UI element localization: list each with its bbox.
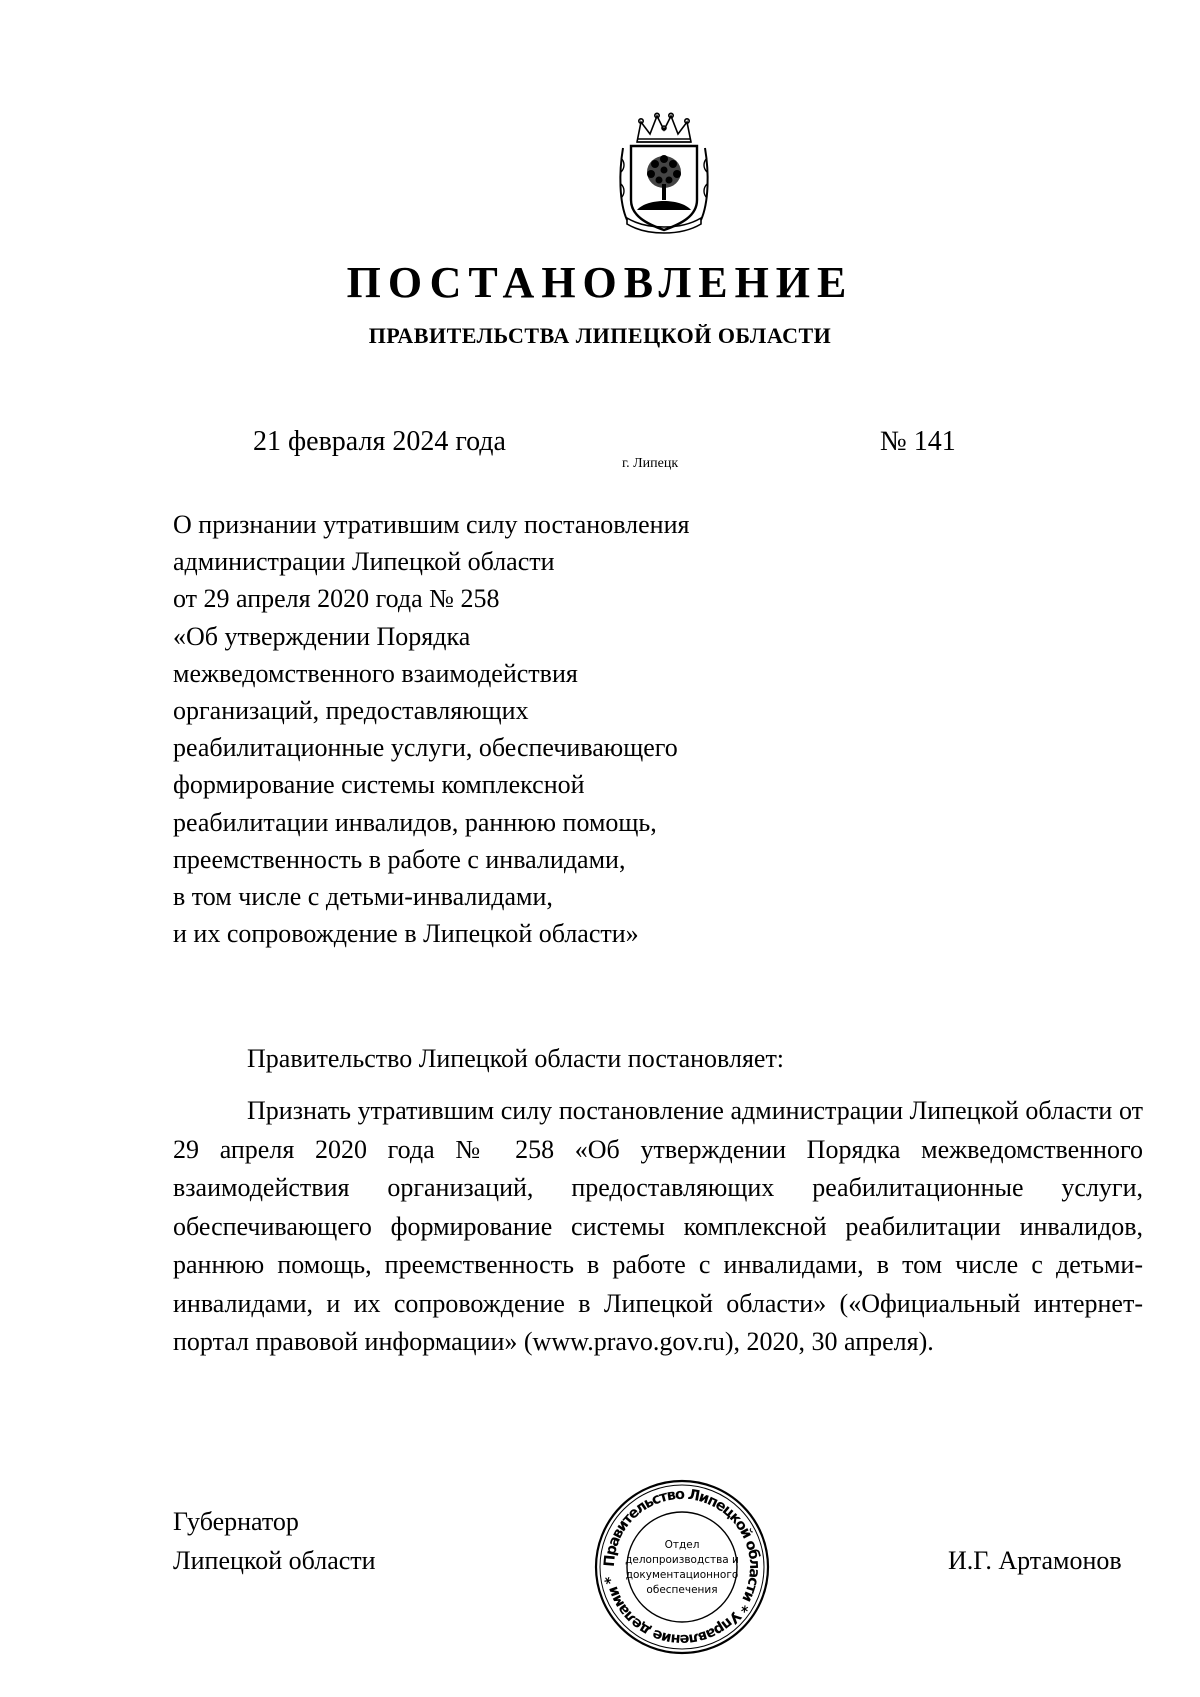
intro-paragraph: Правительство Липецкой области постановляет: [247,1044,785,1073]
heading-line: реабилитации инвалидов, раннюю помощь, [173,807,657,837]
document-city: г. Липецк [622,456,679,471]
heading-line: межведомственного взаимодействия [173,658,578,688]
heading-line: «Об утверждении Порядка [173,621,471,651]
signatory-title-line: Липецкой области [173,1546,376,1575]
signatory-title-line: Губернатор [173,1507,299,1536]
heading-line: О признании утратившим силу постановления [173,510,690,539]
issuing-authority: ПРАВИТЕЛЬСТВА ЛИПЕЦКОЙ ОБЛАСТИ [368,323,832,348]
svg-text:Правительство Липецкой области [602,1487,762,1647]
signatory-name: И.Г. Артамонов [948,1546,1122,1575]
document-number: № 141 [880,426,956,457]
document-title: ПОСТАНОВЛЕНИЕ [346,258,854,307]
coat-of-arms-emblem [617,112,711,236]
official-stamp [592,1477,772,1657]
heading-line: формирование системы комплексной [173,770,585,800]
stamp-center-line: обеспечения [646,1584,718,1596]
heading-line: от 29 апреля 2020 года № 258 [173,584,500,614]
document-date: 21 февраля 2024 года [253,426,506,457]
stamp-center-line: Отдел [664,1539,700,1551]
body-paragraph: Признать утратившим силу постановление администрации Липецкой области от 29 апреля 2020 года № 258 «Об утверждении Порядка межведомственного взаимодействия организаций, предоставляющих реабилитационные услуги, обеспечивающего формирование системы комплексной реабилитации инвалидов, раннюю помощь, преемственность в работе с инвалидами, в том числе с детьми-инвалидами, и их сопровождение в Липецкой области» («Официальный интернет-портал правовой информации» (www.pravo.gov.ru), 2020, 30 апреля). [173,1096,1143,1356]
heading-line: организаций, предоставляющих [173,696,529,726]
heading-line: администрации Липецкой области [173,547,555,577]
heading-line: в том числе с детьми-инвалидами, [173,882,553,912]
signatory-title [173,1502,376,1580]
stamp-center-line: документационного [625,1569,739,1581]
heading-line: реабилитационные услуги, обеспечивающего [173,733,678,763]
heading-line: и их сопровождение в Липецкой области» [173,919,639,949]
stamp-ring-text: Правительство Липецкой области * Управление делами * [601,1486,763,1648]
stamp-center-line: делопроизводства и [625,1554,739,1566]
document-heading [173,506,793,952]
heading-line: преемственность в работе с инвалидами, [173,844,626,874]
